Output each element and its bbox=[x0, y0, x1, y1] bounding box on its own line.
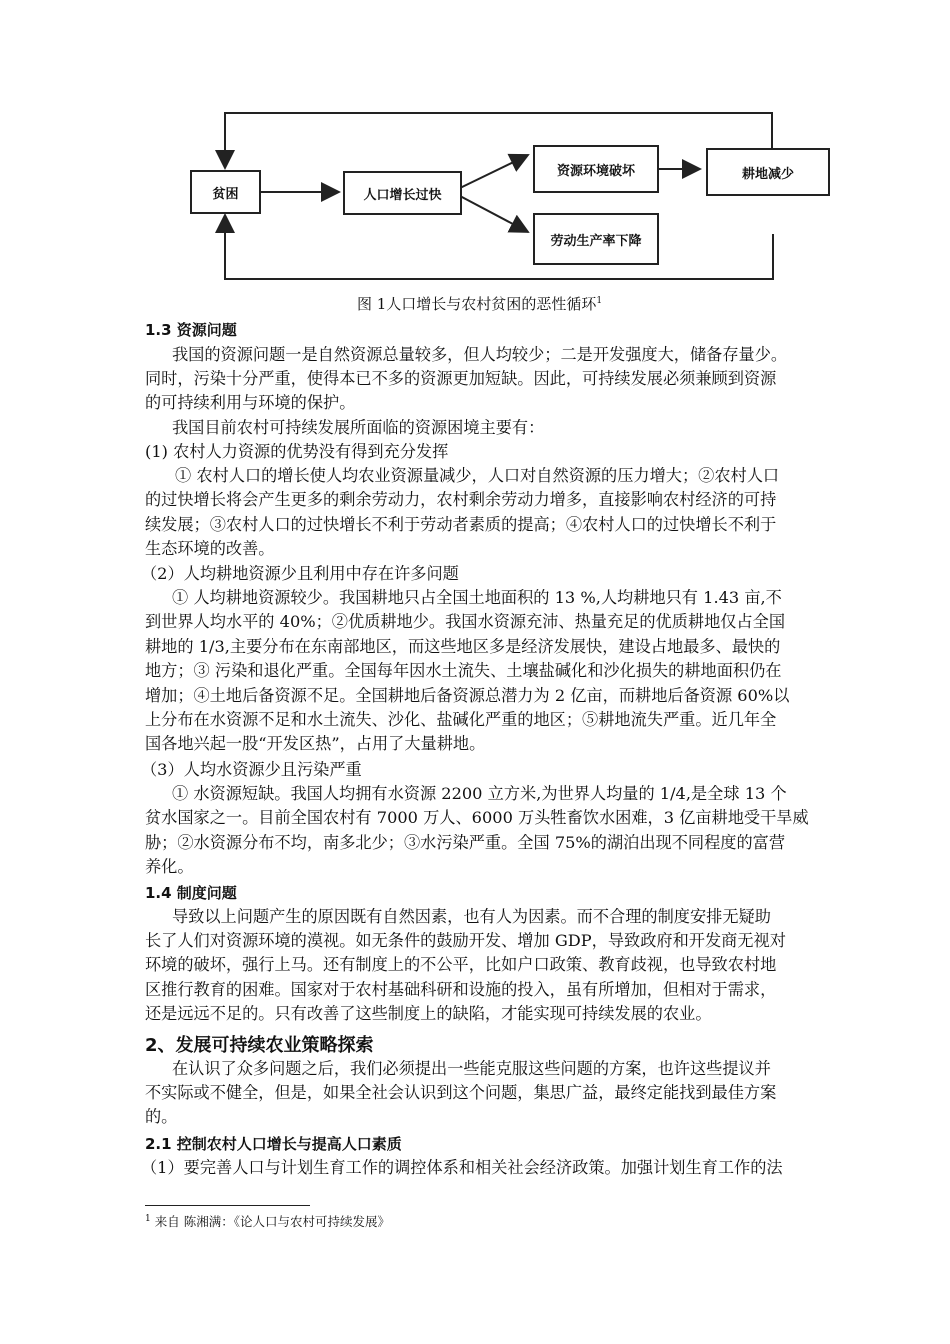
node-environment-damage: 资源环境破坏 bbox=[533, 145, 659, 193]
paragraph: （1）要完善人口与计划生育工作的调控体系和相关社会经济政策。加强计划生育工作的法 bbox=[141, 1158, 783, 1177]
arrow-pop-to-env bbox=[460, 155, 528, 188]
figure-caption: 图 1人口增长与农村贫困的恶性循环$^1$ bbox=[357, 295, 603, 313]
footnote-text: 来自 陈湘满：《论人口与农村可持续发展》 bbox=[154, 1214, 390, 1229]
paragraph: 我国目前农村可持续发展所面临的资源困境主要有： bbox=[172, 418, 545, 437]
text-line: 耕地的 1/3,主要分布在东南部地区，而这些地区多是经济发展快，建设占地最多、最快的 bbox=[145, 637, 781, 656]
list-item-title: （3）人均水资源少且污染严重 bbox=[141, 760, 362, 779]
bottom-loop-line bbox=[225, 215, 773, 279]
text-line: 我国的资源问题一是自然资源总量较多，但人均较少；二是开发强度大，储备存量少。 bbox=[172, 345, 788, 364]
text-line: 的过快增长将会产生更多的剩余劳动力，农村剩余劳动力增多，直接影响农村经济的可持 bbox=[145, 490, 777, 509]
text-line: 生态环境的改善。 bbox=[145, 539, 275, 558]
text-line: 续发展；③农村人口的过快增长不利于劳动者素质的提高；④农村人口的过快增长不利于 bbox=[145, 515, 777, 534]
text-line: 还是远远不足的。只有改善了这些制度上的缺陷，才能实现可持续发展的农业。 bbox=[145, 1004, 712, 1023]
node-land-decrease: 耕地减少 bbox=[706, 148, 830, 196]
text-line: 在认识了众多问题之后，我们必须提出一些能克服这些问题的方案，也许这些提议并 bbox=[172, 1059, 771, 1078]
section-heading-1-3: 1.3 资源问题 bbox=[145, 321, 237, 339]
footnote-separator bbox=[145, 1205, 310, 1206]
text-line: 贫水国家之一。目前全国农村有 7000 万人、6000 万头牲畜饮水困难，3 亿亩耕地受干旱威 bbox=[145, 808, 809, 827]
text-line: 同时，污染十分严重，使得本已不多的资源更加短缺。因此，可持续发展必须兼顾到资源 bbox=[145, 369, 777, 388]
text-line: ① 人均耕地资源较少。我国耕地只占全国土地面积的 13 %,人均耕地只有 1.43 亩,不 bbox=[172, 588, 782, 607]
text-line: 养化。 bbox=[145, 857, 194, 876]
text-line: 不实际或不健全，但是，如果全社会认识到这个问题，集思广益，最终定能找到最佳方案 bbox=[145, 1083, 777, 1102]
text-line: 增加；④土地后备资源不足。全国耕地后备资源总潜力为 2 亿亩，而耕地后备资源 60%以 bbox=[145, 686, 790, 705]
list-item-title: (1) 农村人力资源的优势没有得到充分发挥 bbox=[145, 442, 449, 461]
section-heading-2-1: 2.1 控制农村人口增长与提高人口素质 bbox=[145, 1135, 402, 1153]
text-line: 的可持续利用与环境的保护。 bbox=[145, 393, 356, 412]
node-population-growth: 人口增长过快 bbox=[343, 171, 462, 215]
text-line: 的。 bbox=[145, 1107, 178, 1126]
text-line: 导致以上问题产生的原因既有自然因素，也有人为因素。而不合理的制度安排无疑助 bbox=[172, 907, 771, 926]
text-line: 环境的破坏，强行上马。还有制度上的不公平，比如户口政策、教育歧视，也导致农村地 bbox=[145, 955, 777, 974]
text-line: ① 水资源短缺。我国人均拥有水资源 2200 立方米,为世界人均量的 1/4,是全球 13 个 bbox=[172, 784, 787, 803]
text-line: 地方；③ 污染和退化严重。全国每年因水土流失、土壤盐碱化和沙化损失的耕地面积仍在 bbox=[145, 661, 782, 680]
text-line: 区推行教育的困难。国家对于农村基础科研和设施的投入，虽有所增加，但相对于需求， bbox=[145, 980, 777, 999]
text-line: 长了人们对资源环境的漠视。如无条件的鼓励开发、增加 GDP，导致政府和开发商无视对 bbox=[145, 931, 786, 950]
text-line: 国各地兴起一股“开发区热”，占用了大量耕地。 bbox=[145, 734, 486, 753]
section-heading-1-4: 1.4 制度问题 bbox=[145, 884, 237, 902]
text-line: 到世界人均水平的 40%；②优质耕地少。我国水资源充沛、热量充足的优质耕地仅占全国 bbox=[145, 612, 786, 631]
node-poverty: 贫困 bbox=[190, 170, 261, 214]
node-productivity-drop: 劳动生产率下降 bbox=[533, 213, 659, 265]
arrow-pop-to-prod bbox=[460, 196, 528, 232]
list-item-title: （2）人均耕地资源少且利用中存在许多问题 bbox=[141, 564, 459, 583]
section-heading-2: 2、发展可持续农业策略探索 bbox=[145, 1035, 374, 1056]
text-line: ① 农村人口的增长使人均农业资源量减少，人口对自然资源的压力增大；②农村人口 bbox=[175, 466, 780, 485]
top-loop-line bbox=[225, 113, 772, 168]
footnote-mark: 1 bbox=[145, 1213, 151, 1224]
text-line: 上分布在水资源不足和水土流失、沙化、盐碱化严重的地区；⑤耕地流失严重。近几年全 bbox=[145, 710, 777, 729]
footnote bbox=[145, 1212, 390, 1230]
text-line: 胁；②水资源分布不均，南多北少；③水污染严重。全国 75%的湖泊出现不同程度的富营 bbox=[145, 833, 786, 852]
